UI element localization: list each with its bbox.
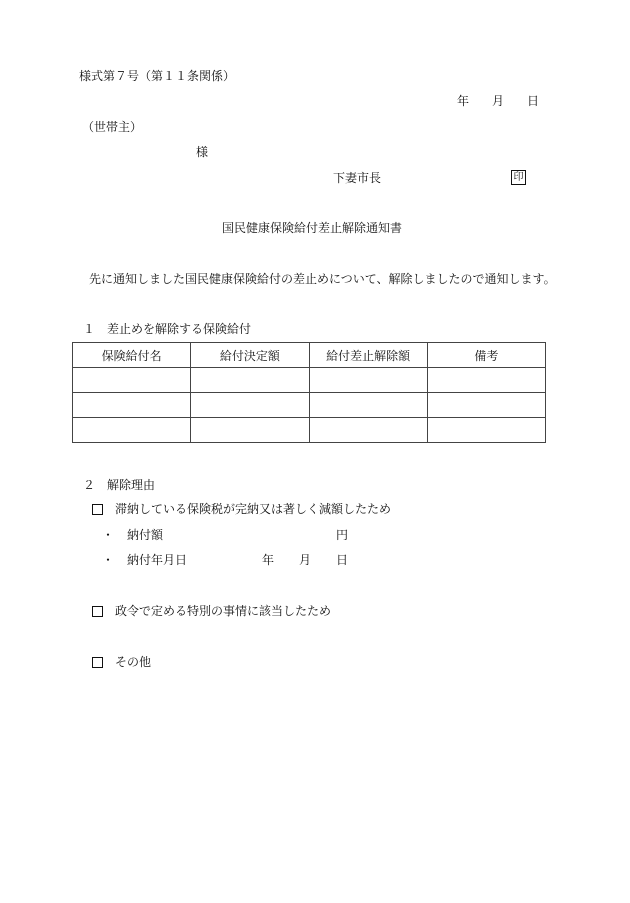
table-row <box>73 418 546 443</box>
table-row <box>73 393 546 418</box>
table-cell <box>427 418 545 443</box>
payment-date-label: 納付年月日 <box>127 553 188 567</box>
table-cell <box>191 368 309 393</box>
table-cell <box>73 393 191 418</box>
option2-label: 政令で定める特別の事情に該当したため <box>115 604 332 618</box>
bullet: ・ <box>102 528 115 542</box>
recipient-honorific: 様 <box>196 145 209 159</box>
column-header: 備考 <box>427 343 545 368</box>
option1-label: 滞納している保険税が完納又は著しく減額したため <box>115 502 392 516</box>
table-header-row <box>73 343 546 368</box>
section1-heading: １ 差止めを解除する保険給付 <box>83 322 252 336</box>
table-cell <box>191 418 309 443</box>
column-header: 給付差止解除額 <box>309 343 427 368</box>
payment-date-day: 日 <box>336 553 349 567</box>
table-cell <box>309 393 427 418</box>
official-seal: 印 <box>511 170 526 185</box>
column-header: 給付決定額 <box>191 343 309 368</box>
table-cell <box>309 368 427 393</box>
table-cell <box>309 418 427 443</box>
issuer-title: 下妻市長 <box>333 171 382 185</box>
date-month-label: 月 <box>492 94 505 108</box>
table-row <box>73 368 546 393</box>
table-cell <box>427 368 545 393</box>
date-year-label: 年 <box>457 94 470 108</box>
option3-label: その他 <box>115 655 152 669</box>
recipient-label: （世帯主） <box>82 120 143 134</box>
date-day-label: 日 <box>527 94 540 108</box>
table-cell <box>191 393 309 418</box>
table-cell <box>73 418 191 443</box>
body-text: 先に通知しました国民健康保険給付の差止めについて、解除しましたので通知します。 <box>89 272 556 286</box>
option3-checkbox[interactable] <box>92 657 103 668</box>
amount-label: 納付額 <box>127 528 164 542</box>
section2-heading: ２ 解除理由 <box>83 478 156 492</box>
amount-unit: 円 <box>336 528 349 542</box>
bullet: ・ <box>102 553 115 567</box>
document-title: 国民健康保険給付差止解除通知書 <box>222 221 403 235</box>
form-number: 様式第７号（第１１条関係） <box>79 69 236 83</box>
option2-checkbox[interactable] <box>92 606 103 617</box>
table-cell <box>73 368 191 393</box>
payment-date-year: 年 <box>262 553 275 567</box>
column-header: 保険給付名 <box>73 343 191 368</box>
benefit-table <box>72 342 546 443</box>
payment-date-month: 月 <box>299 553 312 567</box>
table-cell <box>427 393 545 418</box>
option1-checkbox[interactable] <box>92 504 103 515</box>
